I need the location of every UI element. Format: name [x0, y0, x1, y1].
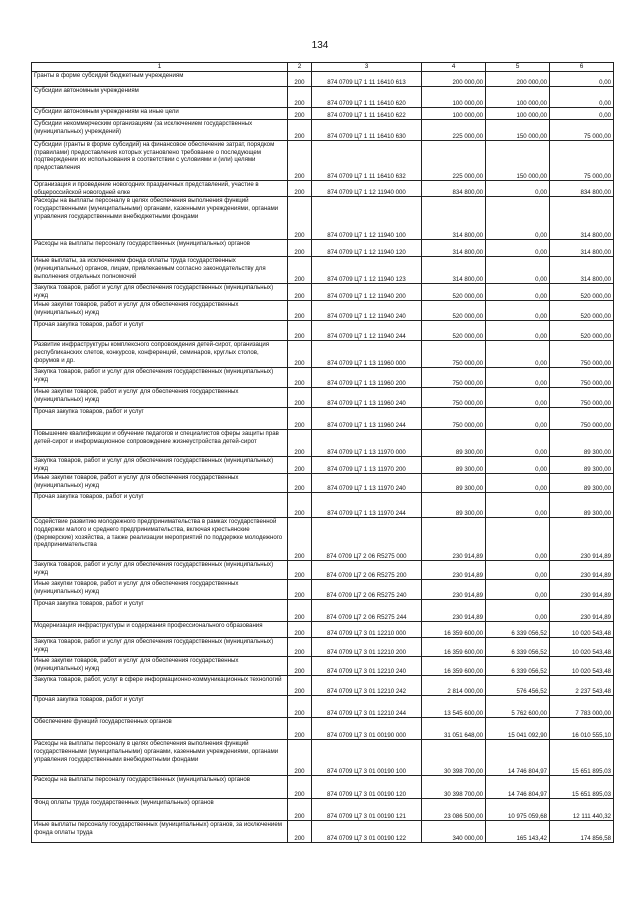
row-amount-approved-cell: 89 300,00 [422, 474, 486, 493]
table-row [32, 321, 614, 341]
row-amount-unexecuted-cell: 10 020 543,48 [550, 657, 614, 676]
row-amount-executed-cell: 0,00 [486, 341, 550, 368]
row-amount-executed-cell: 0,00 [486, 197, 550, 240]
row-amount-approved-cell: 16 359 600,00 [422, 638, 486, 657]
table-row [32, 181, 614, 197]
row-amount-approved-cell: 520 000,00 [422, 321, 486, 341]
column-header: 2 [288, 63, 312, 72]
row-name-cell: Повышение квалификации и обучение педагогов и специалистов сферы защиты прав детей-сирот и информационное сопровождение жизнеустройства детей-сирот [32, 430, 288, 457]
row-classification-code-cell: 874 0709 Ц7 3 01 12210 000 [312, 622, 422, 638]
row-amount-unexecuted-cell: 314 800,00 [550, 240, 614, 257]
row-amount-approved-cell: 314 800,00 [422, 197, 486, 240]
row-name-cell: Иные закупки товаров, работ и услуг для обеспечения государственных (муниципальных) нужд [32, 657, 288, 676]
row-classification-code-cell: 874 0709 Ц7 1 12 11940 240 [312, 301, 422, 321]
table-row [32, 108, 614, 120]
row-amount-unexecuted-cell: 230 914,89 [550, 580, 614, 600]
row-code-cell: 200 [288, 600, 312, 622]
row-amount-approved-cell: 16 359 600,00 [422, 657, 486, 676]
row-name-cell: Модернизация инфраструктуры и содержания профессионального образования [32, 622, 288, 638]
row-amount-unexecuted-cell: 89 300,00 [550, 457, 614, 474]
row-amount-executed-cell: 100 000,00 [486, 87, 550, 108]
row-name-cell: Прочая закупка товаров, работ и услуг [32, 408, 288, 430]
row-classification-code-cell: 874 0709 Ц7 2 06 R5275 200 [312, 561, 422, 580]
row-name-cell: Прочая закупка товаров, работ и услуг [32, 493, 288, 518]
row-amount-unexecuted-cell: 10 020 543,48 [550, 622, 614, 638]
row-amount-approved-cell: 750 000,00 [422, 388, 486, 408]
row-code-cell: 200 [288, 430, 312, 457]
row-amount-approved-cell: 834 800,00 [422, 181, 486, 197]
row-amount-executed-cell: 165 143,42 [486, 821, 550, 843]
row-classification-code-cell: 874 0709 Ц7 1 11 16410 622 [312, 108, 422, 120]
row-name-cell: Закупка товаров, работ, услуг в сфере информационно-коммуникационных технологий [32, 676, 288, 696]
row-code-cell: 200 [288, 388, 312, 408]
row-amount-executed-cell: 6 339 056,52 [486, 622, 550, 638]
table-row [32, 493, 614, 518]
row-classification-code-cell: 874 0709 Ц7 1 12 11940 120 [312, 240, 422, 257]
table-row [32, 821, 614, 843]
row-classification-code-cell: 874 0709 Ц7 3 01 12210 240 [312, 657, 422, 676]
row-code-cell: 200 [288, 776, 312, 799]
row-amount-executed-cell: 0,00 [486, 457, 550, 474]
row-code-cell: 200 [288, 638, 312, 657]
row-name-cell: Прочая закупка товаров, работ и услуг [32, 600, 288, 622]
row-code-cell: 200 [288, 676, 312, 696]
row-classification-code-cell: 874 0709 Ц7 2 06 R5275 244 [312, 600, 422, 622]
row-amount-executed-cell: 0,00 [486, 388, 550, 408]
row-name-cell: Субсидии автономным учреждениям [32, 87, 288, 108]
row-code-cell: 200 [288, 141, 312, 181]
row-amount-unexecuted-cell: 75 000,00 [550, 141, 614, 181]
table-row [32, 120, 614, 141]
row-amount-approved-cell: 89 300,00 [422, 457, 486, 474]
row-amount-unexecuted-cell: 15 651 895,03 [550, 740, 614, 776]
row-name-cell: Иные закупки товаров, работ и услуг для обеспечения государственных (муниципальных) нужд [32, 301, 288, 321]
row-amount-executed-cell: 5 762 600,00 [486, 696, 550, 718]
row-amount-approved-cell: 230 914,89 [422, 600, 486, 622]
row-classification-code-cell: 874 0709 Ц7 1 11 16410 620 [312, 87, 422, 108]
row-classification-code-cell: 874 0709 Ц7 2 06 R5275 240 [312, 580, 422, 600]
table-row [32, 474, 614, 493]
row-code-cell: 200 [288, 740, 312, 776]
budget-table [31, 62, 614, 843]
row-amount-approved-cell: 750 000,00 [422, 341, 486, 368]
row-amount-executed-cell: 0,00 [486, 561, 550, 580]
row-amount-unexecuted-cell: 0,00 [550, 108, 614, 120]
row-code-cell: 200 [288, 257, 312, 284]
table-row [32, 457, 614, 474]
row-code-cell: 200 [288, 408, 312, 430]
table-row [32, 676, 614, 696]
row-amount-executed-cell: 0,00 [486, 474, 550, 493]
row-amount-approved-cell: 314 800,00 [422, 240, 486, 257]
row-code-cell: 200 [288, 561, 312, 580]
row-amount-executed-cell: 0,00 [486, 301, 550, 321]
row-amount-executed-cell: 0,00 [486, 408, 550, 430]
row-amount-unexecuted-cell: 230 914,89 [550, 600, 614, 622]
row-classification-code-cell: 874 0709 Ц7 1 11 16410 630 [312, 120, 422, 141]
row-name-cell: Расходы на выплаты персоналу государственных (муниципальных) органов [32, 240, 288, 257]
row-code-cell: 200 [288, 284, 312, 301]
row-amount-executed-cell: 0,00 [486, 600, 550, 622]
row-name-cell: Расходы на выплаты персоналу в целях обеспечения выполнения функций государственными (муниципальными) органами, казенными учреждениями, органами управления государственными внебюджетными фондами [32, 740, 288, 776]
table-row [32, 430, 614, 457]
row-amount-approved-cell: 30 398 700,00 [422, 776, 486, 799]
row-name-cell: Иные закупки товаров, работ и услуг для обеспечения государственных (муниципальных) нужд [32, 474, 288, 493]
row-amount-executed-cell: 200 000,00 [486, 72, 550, 87]
row-amount-executed-cell: 0,00 [486, 430, 550, 457]
table-row [32, 240, 614, 257]
row-classification-code-cell: 874 0709 Ц7 3 01 00190 100 [312, 740, 422, 776]
row-classification-code-cell: 874 0709 Ц7 3 01 00190 122 [312, 821, 422, 843]
row-amount-executed-cell: 6 339 056,52 [486, 638, 550, 657]
table-row [32, 284, 614, 301]
row-amount-executed-cell: 10 975 059,68 [486, 799, 550, 821]
column-header: 6 [550, 63, 614, 72]
table-row [32, 561, 614, 580]
row-amount-executed-cell: 0,00 [486, 493, 550, 518]
row-amount-unexecuted-cell: 520 000,00 [550, 284, 614, 301]
row-name-cell: Закупка товаров, работ и услуг для обеспечения государственных (муниципальных) нужд [32, 284, 288, 301]
row-amount-approved-cell: 340 000,00 [422, 821, 486, 843]
row-name-cell: Закупка товаров, работ и услуг для обеспечения государственных (муниципальных) нужд [32, 368, 288, 388]
row-name-cell: Закупка товаров, работ и услуг для обеспечения государственных (муниципальных) нужд [32, 561, 288, 580]
row-name-cell: Закупка товаров, работ и услуг для обеспечения государственных (муниципальных) нужд [32, 638, 288, 657]
row-code-cell: 200 [288, 240, 312, 257]
row-amount-approved-cell: 13 545 600,00 [422, 696, 486, 718]
row-code-cell: 200 [288, 368, 312, 388]
row-amount-approved-cell: 225 000,00 [422, 141, 486, 181]
row-classification-code-cell: 874 0709 Ц7 3 01 00190 000 [312, 718, 422, 740]
table-row [32, 408, 614, 430]
row-code-cell: 200 [288, 622, 312, 638]
row-code-cell: 200 [288, 341, 312, 368]
row-amount-unexecuted-cell: 89 300,00 [550, 430, 614, 457]
column-header: 1 [32, 63, 288, 72]
row-amount-unexecuted-cell: 520 000,00 [550, 321, 614, 341]
row-amount-unexecuted-cell: 0,00 [550, 72, 614, 87]
row-amount-executed-cell: 0,00 [486, 580, 550, 600]
row-name-cell: Субсидии (гранты в форме субсидий) на финансовое обеспечение затрат, порядком (правилами) предоставления которых установлено требование о последующем подтверждении их использования в соответствии с условиями и (или) целями предоставления [32, 141, 288, 181]
row-code-cell: 200 [288, 108, 312, 120]
row-amount-unexecuted-cell: 89 300,00 [550, 493, 614, 518]
page-number: 134 [311, 40, 329, 51]
table-row [32, 197, 614, 240]
row-amount-approved-cell: 31 051 648,00 [422, 718, 486, 740]
row-amount-executed-cell: 0,00 [486, 321, 550, 341]
row-classification-code-cell: 874 0709 Ц7 1 12 11940 000 [312, 181, 422, 197]
row-amount-approved-cell: 100 000,00 [422, 108, 486, 120]
row-classification-code-cell: 874 0709 Ц7 1 13 11960 000 [312, 341, 422, 368]
row-code-cell: 200 [288, 696, 312, 718]
row-classification-code-cell: 874 0709 Ц7 1 11 16410 632 [312, 141, 422, 181]
row-classification-code-cell: 874 0709 Ц7 1 13 11970 244 [312, 493, 422, 518]
row-amount-executed-cell: 0,00 [486, 284, 550, 301]
table-row [32, 638, 614, 657]
row-name-cell: Прочая закупка товаров, работ и услуг [32, 696, 288, 718]
row-amount-executed-cell: 0,00 [486, 240, 550, 257]
row-classification-code-cell: 874 0709 Ц7 1 11 16410 613 [312, 72, 422, 87]
row-amount-unexecuted-cell: 15 651 895,03 [550, 776, 614, 799]
table-row [32, 622, 614, 638]
row-code-cell: 200 [288, 657, 312, 676]
row-classification-code-cell: 874 0709 Ц7 3 01 00190 121 [312, 799, 422, 821]
row-amount-approved-cell: 16 359 600,00 [422, 622, 486, 638]
row-amount-executed-cell: 100 000,00 [486, 108, 550, 120]
row-code-cell: 200 [288, 518, 312, 561]
row-amount-approved-cell: 100 000,00 [422, 87, 486, 108]
row-amount-unexecuted-cell: 16 010 555,10 [550, 718, 614, 740]
table-row [32, 301, 614, 321]
row-amount-unexecuted-cell: 750 000,00 [550, 341, 614, 368]
row-code-cell: 200 [288, 72, 312, 87]
row-code-cell: 200 [288, 580, 312, 600]
row-amount-unexecuted-cell: 750 000,00 [550, 368, 614, 388]
row-code-cell: 200 [288, 474, 312, 493]
row-name-cell: Расходы на выплаты персоналу в целях обеспечения выполнения функций государственными (муниципальными) органами, казенными учреждениями, органами управления государственными внебюджетными фондами [32, 197, 288, 240]
row-name-cell: Иные закупки товаров, работ и услуг для обеспечения государственных (муниципальных) нужд [32, 580, 288, 600]
row-classification-code-cell: 874 0709 Ц7 1 13 11970 200 [312, 457, 422, 474]
row-amount-approved-cell: 750 000,00 [422, 408, 486, 430]
row-classification-code-cell: 874 0709 Ц7 1 13 11960 240 [312, 388, 422, 408]
row-amount-approved-cell: 230 914,89 [422, 518, 486, 561]
row-name-cell: Содействие развитию молодежного предпринимательства в рамках государственной поддержки малого и среднего предпринимательства, включая крестьянские (фермерские) хозяйства, а также реализации мероприятий по поддержке молодежного предпринимательства [32, 518, 288, 561]
row-amount-executed-cell: 0,00 [486, 518, 550, 561]
row-amount-unexecuted-cell: 89 300,00 [550, 474, 614, 493]
table-row [32, 718, 614, 740]
row-name-cell: Иные выплаты, за исключением фонда оплаты труда государственных (муниципальных) органов, лицам, привлекаемым согласно законодательству для выполнения отдельных полномочий [32, 257, 288, 284]
row-classification-code-cell: 874 0709 Ц7 3 01 12210 244 [312, 696, 422, 718]
row-amount-executed-cell: 0,00 [486, 257, 550, 284]
row-classification-code-cell: 874 0709 Ц7 3 01 00190 120 [312, 776, 422, 799]
row-classification-code-cell: 874 0709 Ц7 3 01 12210 242 [312, 676, 422, 696]
row-code-cell: 200 [288, 87, 312, 108]
row-name-cell: Расходы на выплаты персоналу государственных (муниципальных) органов [32, 776, 288, 799]
row-amount-approved-cell: 89 300,00 [422, 430, 486, 457]
table-row [32, 740, 614, 776]
row-amount-unexecuted-cell: 2 237 543,48 [550, 676, 614, 696]
table-row [32, 518, 614, 561]
row-amount-executed-cell: 150 000,00 [486, 120, 550, 141]
row-amount-unexecuted-cell: 520 000,00 [550, 301, 614, 321]
row-classification-code-cell: 874 0709 Ц7 3 01 12210 200 [312, 638, 422, 657]
row-amount-unexecuted-cell: 7 783 000,00 [550, 696, 614, 718]
row-classification-code-cell: 874 0709 Ц7 1 12 11940 244 [312, 321, 422, 341]
table-row [32, 696, 614, 718]
table-row [32, 368, 614, 388]
row-amount-approved-cell: 30 398 700,00 [422, 740, 486, 776]
row-amount-executed-cell: 576 456,52 [486, 676, 550, 696]
row-classification-code-cell: 874 0709 Ц7 1 13 11970 000 [312, 430, 422, 457]
row-code-cell: 200 [288, 120, 312, 141]
row-name-cell: Субсидии некоммерческим организациям (за исключением государственных (муниципальных) учреждений) [32, 120, 288, 141]
row-amount-unexecuted-cell: 75 000,00 [550, 120, 614, 141]
table-row [32, 600, 614, 622]
row-name-cell: Обеспечение функций государственных органов [32, 718, 288, 740]
row-amount-unexecuted-cell: 314 800,00 [550, 197, 614, 240]
row-amount-unexecuted-cell: 750 000,00 [550, 388, 614, 408]
column-number-row [32, 63, 614, 72]
row-amount-approved-cell: 520 000,00 [422, 284, 486, 301]
row-name-cell: Фонд оплаты труда государственных (муниципальных) органов [32, 799, 288, 821]
table-row [32, 257, 614, 284]
row-classification-code-cell: 874 0709 Ц7 1 13 11960 200 [312, 368, 422, 388]
row-amount-approved-cell: 2 814 000,00 [422, 676, 486, 696]
row-amount-executed-cell: 150 000,00 [486, 141, 550, 181]
row-name-cell: Гранты в форме субсидий бюджетным учреждениям [32, 72, 288, 87]
row-code-cell: 200 [288, 321, 312, 341]
row-amount-unexecuted-cell: 12 111 440,32 [550, 799, 614, 821]
row-classification-code-cell: 874 0709 Ц7 1 13 11970 240 [312, 474, 422, 493]
row-amount-approved-cell: 230 914,89 [422, 561, 486, 580]
row-classification-code-cell: 874 0709 Ц7 1 12 11940 200 [312, 284, 422, 301]
column-header: 4 [422, 63, 486, 72]
row-name-cell: Иные закупки товаров, работ и услуг для обеспечения государственных (муниципальных) нужд [32, 388, 288, 408]
table-row [32, 657, 614, 676]
table-row [32, 580, 614, 600]
column-header: 3 [312, 63, 422, 72]
row-name-cell: Субсидии автономным учреждениям на иные цели [32, 108, 288, 120]
row-name-cell: Организация и проведение новогодних праздничных представлений, участие в общероссийской новогодней елке [32, 181, 288, 197]
row-amount-executed-cell: 6 339 056,52 [486, 657, 550, 676]
row-amount-approved-cell: 225 000,00 [422, 120, 486, 141]
row-amount-unexecuted-cell: 750 000,00 [550, 408, 614, 430]
row-name-cell: Прочая закупка товаров, работ и услуг [32, 321, 288, 341]
column-header: 5 [486, 63, 550, 72]
row-amount-approved-cell: 89 300,00 [422, 493, 486, 518]
row-amount-unexecuted-cell: 174 856,58 [550, 821, 614, 843]
table-row [32, 72, 614, 87]
row-amount-unexecuted-cell: 314 800,00 [550, 257, 614, 284]
row-amount-executed-cell: 14 746 804,97 [486, 776, 550, 799]
row-code-cell: 200 [288, 197, 312, 240]
row-amount-approved-cell: 230 914,89 [422, 580, 486, 600]
row-code-cell: 200 [288, 493, 312, 518]
row-amount-unexecuted-cell: 230 914,89 [550, 518, 614, 561]
row-amount-executed-cell: 15 041 092,90 [486, 718, 550, 740]
table-row [32, 87, 614, 108]
row-amount-executed-cell: 0,00 [486, 368, 550, 388]
row-classification-code-cell: 874 0709 Ц7 2 06 R5275 000 [312, 518, 422, 561]
row-code-cell: 200 [288, 799, 312, 821]
row-amount-approved-cell: 520 000,00 [422, 301, 486, 321]
row-name-cell: Развитие инфраструктуры комплексного сопровождения детей-сирот, организация республиканских слетов, конкурсов, конференций, семинаров, круглых столов, форумов и др. [32, 341, 288, 368]
table-row [32, 776, 614, 799]
table-row [32, 799, 614, 821]
table-row [32, 141, 614, 181]
row-code-cell: 200 [288, 457, 312, 474]
row-amount-unexecuted-cell: 0,00 [550, 87, 614, 108]
table-row [32, 388, 614, 408]
table-row [32, 341, 614, 368]
row-amount-approved-cell: 750 000,00 [422, 368, 486, 388]
row-code-cell: 200 [288, 301, 312, 321]
row-amount-unexecuted-cell: 230 914,89 [550, 561, 614, 580]
row-classification-code-cell: 874 0709 Ц7 1 12 11940 123 [312, 257, 422, 284]
row-name-cell: Закупка товаров, работ и услуг для обеспечения государственных (муниципальных) нужд [32, 457, 288, 474]
row-code-cell: 200 [288, 821, 312, 843]
row-amount-unexecuted-cell: 10 020 543,48 [550, 638, 614, 657]
row-code-cell: 200 [288, 181, 312, 197]
row-amount-executed-cell: 0,00 [486, 181, 550, 197]
row-amount-approved-cell: 23 086 500,00 [422, 799, 486, 821]
row-code-cell: 200 [288, 718, 312, 740]
row-amount-executed-cell: 14 746 804,97 [486, 740, 550, 776]
row-amount-approved-cell: 314 800,00 [422, 257, 486, 284]
row-amount-unexecuted-cell: 834 800,00 [550, 181, 614, 197]
row-classification-code-cell: 874 0709 Ц7 1 12 11940 100 [312, 197, 422, 240]
row-name-cell: Иные выплаты персоналу государственных (муниципальных) органов, за исключением фонда оплаты труда [32, 821, 288, 843]
row-amount-approved-cell: 200 000,00 [422, 72, 486, 87]
row-classification-code-cell: 874 0709 Ц7 1 13 11960 244 [312, 408, 422, 430]
